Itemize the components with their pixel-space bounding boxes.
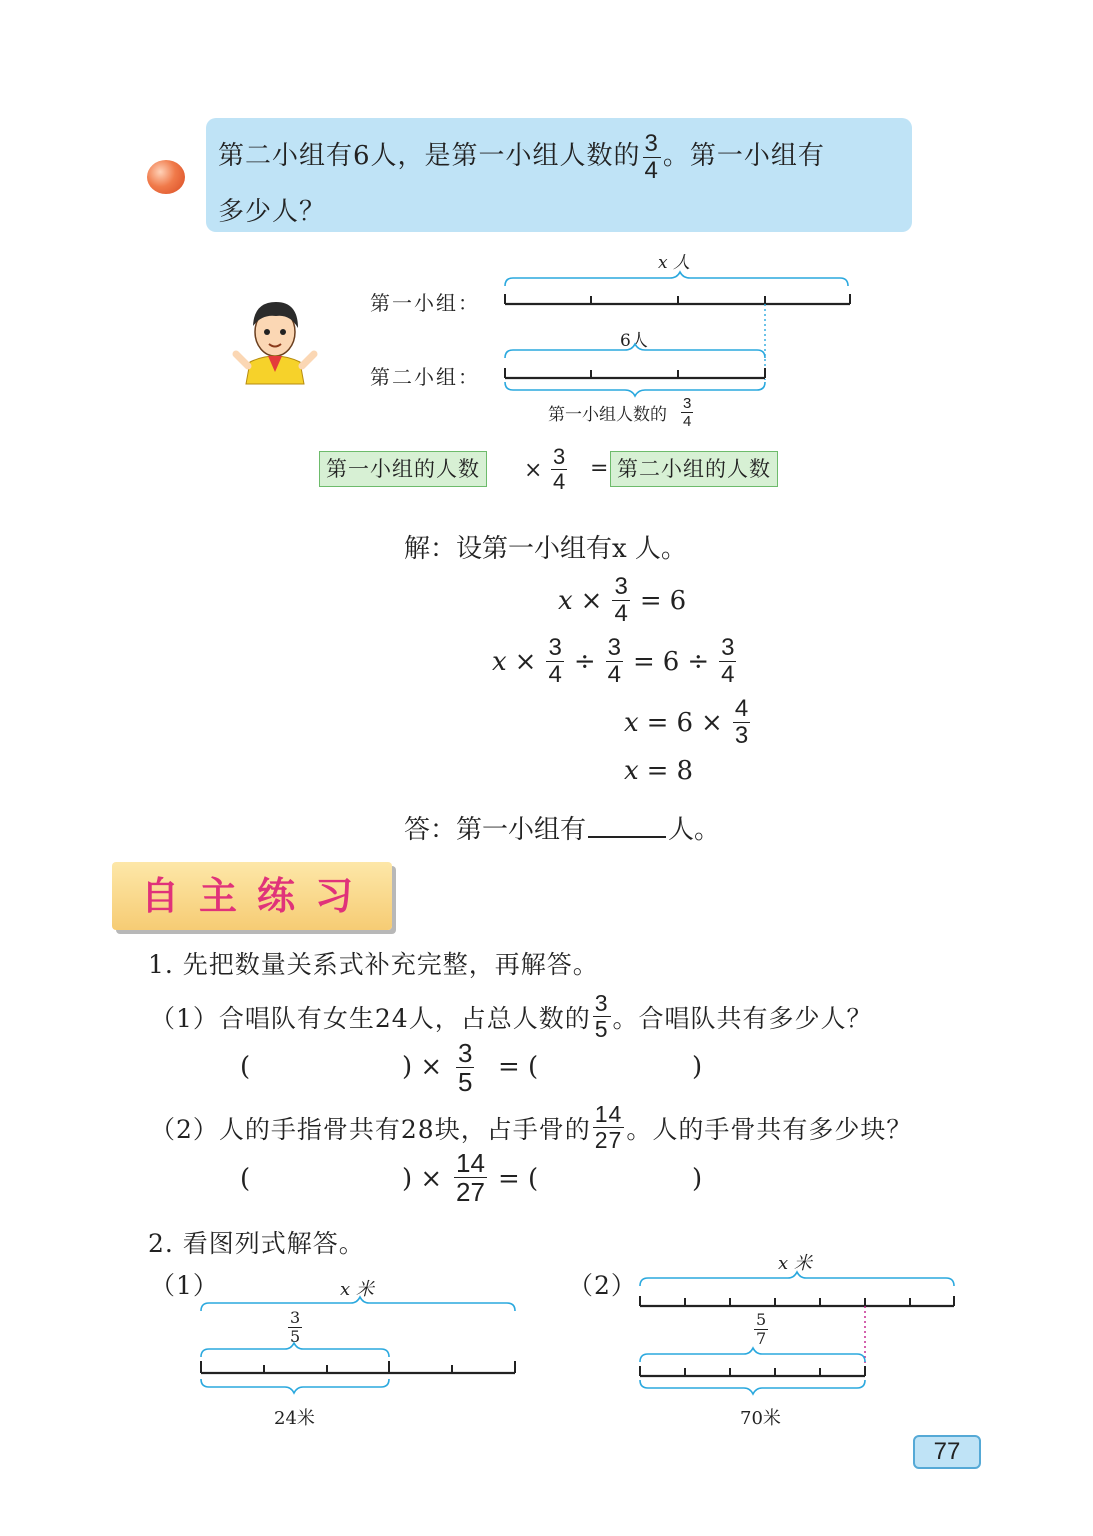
group2-label: 第二小组：: [370, 365, 480, 389]
eq-x: x: [558, 585, 573, 616]
ex1-p1-relation-fraction: $\frac{3}{5}$: [458, 1038, 473, 1097]
ex1-p1-blank-left[interactable]: [250, 1048, 400, 1084]
eq-x: x: [624, 707, 639, 738]
ex2-d2-fraction: $\frac{5}{7}$: [756, 1310, 767, 1348]
eq-fraction: $\frac{3}{4}$: [721, 634, 735, 688]
mid-brace-label: 6人: [620, 331, 648, 351]
boy-illustration: [228, 292, 323, 387]
ex1-p1-blank-right[interactable]: [540, 1048, 690, 1084]
equation-3: [624, 697, 752, 748]
ex2-d1-bottom-label: 24米: [274, 1408, 315, 1429]
eq-value: 8: [676, 756, 694, 786]
top-brace-label: x 人: [658, 253, 690, 273]
problem-text-line2: 多少人？: [218, 197, 327, 227]
d1-bottom-brace: [201, 1379, 389, 1393]
ex1-p1-relation: ( ) × $\frac{3}{5}$ = ( ): [240, 1038, 703, 1097]
relation-fraction: $\frac{3}{4}$: [553, 444, 566, 494]
exercise-2-title: 2. 看图列式解答。: [148, 1229, 365, 1258]
page-number: 77: [913, 1435, 981, 1469]
d1-top-brace: [201, 1297, 515, 1311]
ex2-d1-fraction: $\frac{3}{5}$: [290, 1308, 301, 1346]
section-title: 自主练习: [140, 874, 373, 918]
group1-label: 第一小组：: [370, 291, 480, 315]
exercise-1-part1: （1）合唱队有女生24人，占总人数的 $\frac{3}{5}$ 。合唱队共有多少人？: [150, 990, 873, 1042]
top-brace: [505, 272, 848, 286]
solution-intro: 解：设第一小组有x 人。: [404, 534, 687, 564]
ex2-diagram-1: [195, 1295, 525, 1400]
eq-value: 6: [669, 585, 687, 616]
d1-mid-brace: [201, 1343, 389, 1357]
eq-op: =: [639, 585, 662, 616]
eq-op: ÷: [573, 646, 596, 677]
eq-fraction: $\frac{3}{4}$: [614, 573, 628, 627]
problem-text: [218, 128, 908, 240]
ex1-p2-relation-fraction: $\frac{14}{27}$: [456, 1148, 485, 1207]
answer-prefix: 答：第一小组有: [404, 815, 587, 845]
relation-left-box: 第一小组的人数: [319, 451, 487, 487]
ex2-diagram-2: [634, 1270, 964, 1400]
answer-blank[interactable]: [588, 808, 666, 838]
equation-1: [558, 575, 686, 626]
exercise-1-title: 1. 先把数量关系式补充完整，再解答。: [148, 950, 599, 979]
d2-mid-brace: [640, 1348, 865, 1362]
relation-right-box: 第二小组的人数: [610, 451, 778, 487]
problem-text-part1: 第二小组有6人，是第一小组人数的: [218, 141, 641, 171]
relation-times: ×: [524, 458, 543, 483]
eq-fraction: $\frac{3}{4}$: [548, 634, 562, 688]
exercise-1-part2: （2）人的手指骨共有28块，占手骨的 $\frac{14}{27}$ 。人的手骨共有多少块？: [150, 1101, 913, 1153]
ex2-d1-top-label: x 米: [340, 1279, 374, 1300]
d2-bottom-brace: [640, 1380, 865, 1394]
eq-op: ×: [580, 585, 603, 616]
eq-op: =: [632, 646, 655, 677]
ex1-p2-fraction: $\frac{14}{27}$: [594, 1101, 623, 1153]
relation-equals: =: [590, 456, 609, 481]
bullet-icon: [147, 160, 185, 194]
ex1-p2-blank-right[interactable]: [540, 1160, 690, 1196]
eq-x: x: [492, 646, 507, 677]
eq-op: ×: [701, 707, 723, 738]
eq-op: ×: [514, 646, 537, 677]
ex1-p2-blank-left[interactable]: [250, 1160, 400, 1196]
equation-4: [624, 758, 693, 784]
ex1-p1-fraction: $\frac{3}{5}$: [594, 990, 609, 1042]
eq-value: 6: [676, 707, 694, 738]
d2-top-brace: [640, 1272, 954, 1286]
solution-answer: [404, 808, 720, 846]
eq-op: =: [646, 756, 669, 786]
bottom-brace-label: [548, 396, 695, 429]
bottom-brace-fraction: $\frac{3}{4}$: [683, 395, 692, 430]
eq-fraction: $\frac{4}{3}$: [734, 695, 749, 749]
ex2-d1-label: （1）: [150, 1271, 219, 1300]
bottom-brace-text: 第一小组人数的: [548, 405, 667, 425]
eq-x: x: [624, 756, 639, 786]
eq-op: ÷: [687, 646, 710, 677]
equation-2: [492, 636, 738, 687]
eq-fraction: $\frac{3}{4}$: [607, 634, 621, 688]
bottom-brace: [505, 382, 765, 396]
ex2-d2-bottom-label: 70米: [740, 1408, 781, 1429]
eq-value: 6: [662, 646, 680, 677]
problem-text-part2: 。第一小组有: [662, 141, 825, 171]
eq-op: =: [646, 707, 669, 738]
segment-diagram: [495, 270, 860, 400]
answer-suffix: 人。: [668, 815, 721, 845]
ex2-d2-label: （2）: [568, 1271, 637, 1300]
mid-brace: [505, 344, 765, 358]
ex2-d2-top-label: x 米: [778, 1253, 812, 1274]
problem-fraction: $\frac{3}{4}$: [644, 129, 659, 184]
ex1-p2-relation: ( ) × $\frac{14}{27}$ = ( ): [240, 1148, 703, 1207]
